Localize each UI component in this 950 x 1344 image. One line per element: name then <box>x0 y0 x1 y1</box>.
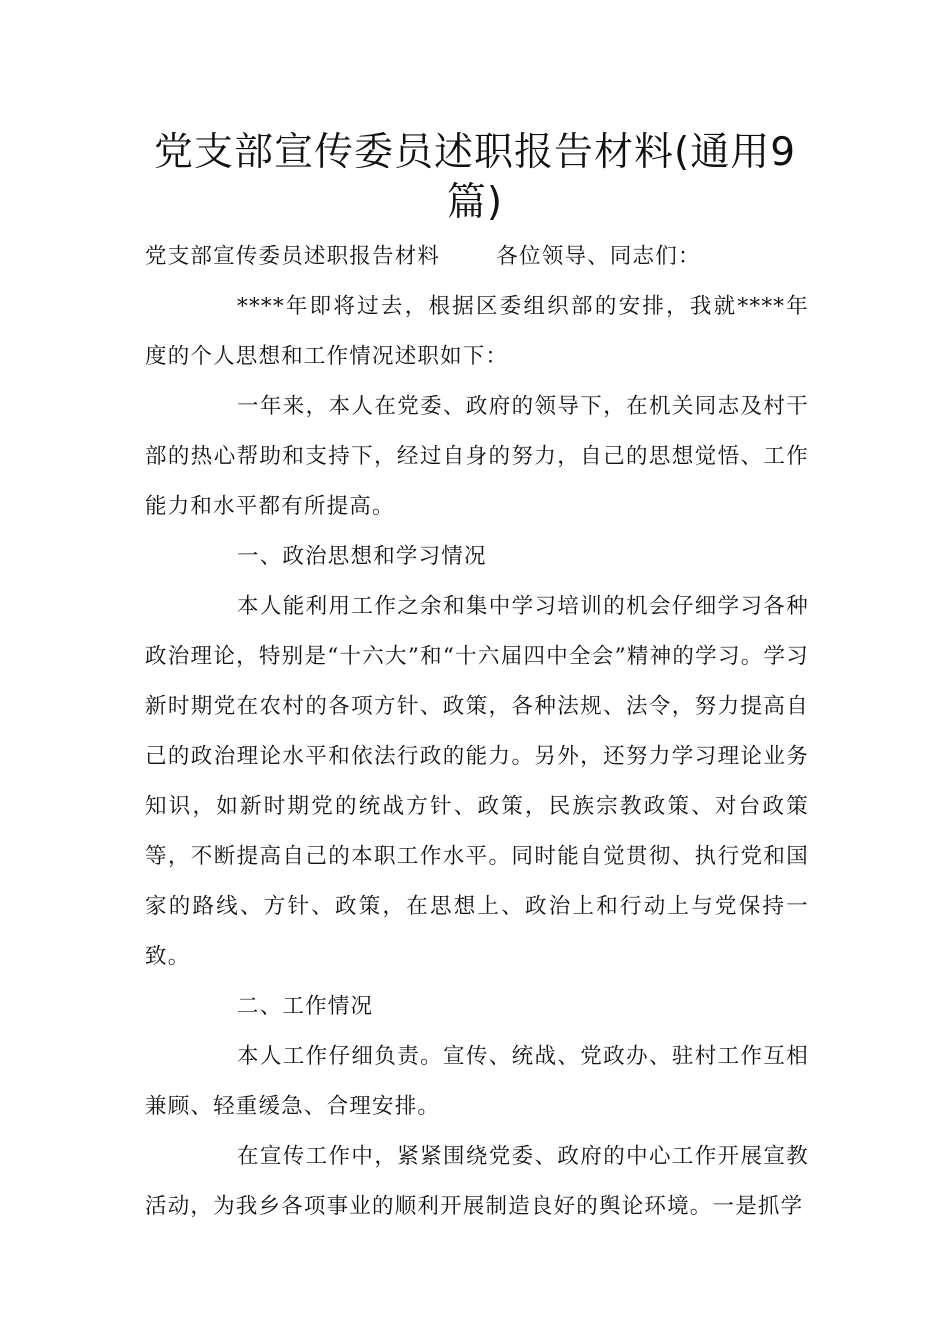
paragraph-politics: 本人能利用工作之余和集中学习培训的机会仔细学习各种政治理论，特别是“十六大”和“十六届四中全会”精神的学习。学习新时期党在农村的各项方针、政策，各种法规、法令，努力提高自己的政治理论水平和依法行政的能力。另外，还努力学习理论业务知识，如新时期党的统战方针、政策，民族宗教政策、对台政策等，不断提高自己的本职工作水平。同时能自觉贯彻、执行党和国家的路线、方针、政策，在思想上、政治上和行动上与党保持一致。 <box>145 594 809 969</box>
opening-line: 党支部宣传委员述职报告材料 各位领导、同志们： <box>145 244 701 269</box>
paragraph-summary: 一年来，本人在党委、政府的领导下，在机关同志及村干部的热心帮助和支持下，经过自身的努力，自己的思想觉悟、工作能力和水平都有所提高。 <box>145 394 809 519</box>
paragraph-work: 本人工作仔细负责。宣传、统战、党政办、驻村工作互相兼顾、轻重缓急、合理安排。 <box>145 1044 809 1119</box>
paragraph-propaganda: 在宣传工作中，紧紧围绕党委、政府的中心工作开展宣教活动，为我乡各项事业的顺利开展制造良好的舆论环境。一是抓学 <box>145 1144 809 1219</box>
section-heading-politics: 一、政治思想和学习情况 <box>237 544 487 569</box>
section-heading-work: 二、工作情况 <box>237 994 374 1019</box>
document-body <box>145 232 809 1232</box>
paragraph-intro: ****年即将过去，根据区委组织部的安排，我就****年度的个人思想和工作情况述职如下： <box>145 294 809 369</box>
document-title: 党支部宣传委员述职报告材料(通用9篇) <box>153 130 797 225</box>
